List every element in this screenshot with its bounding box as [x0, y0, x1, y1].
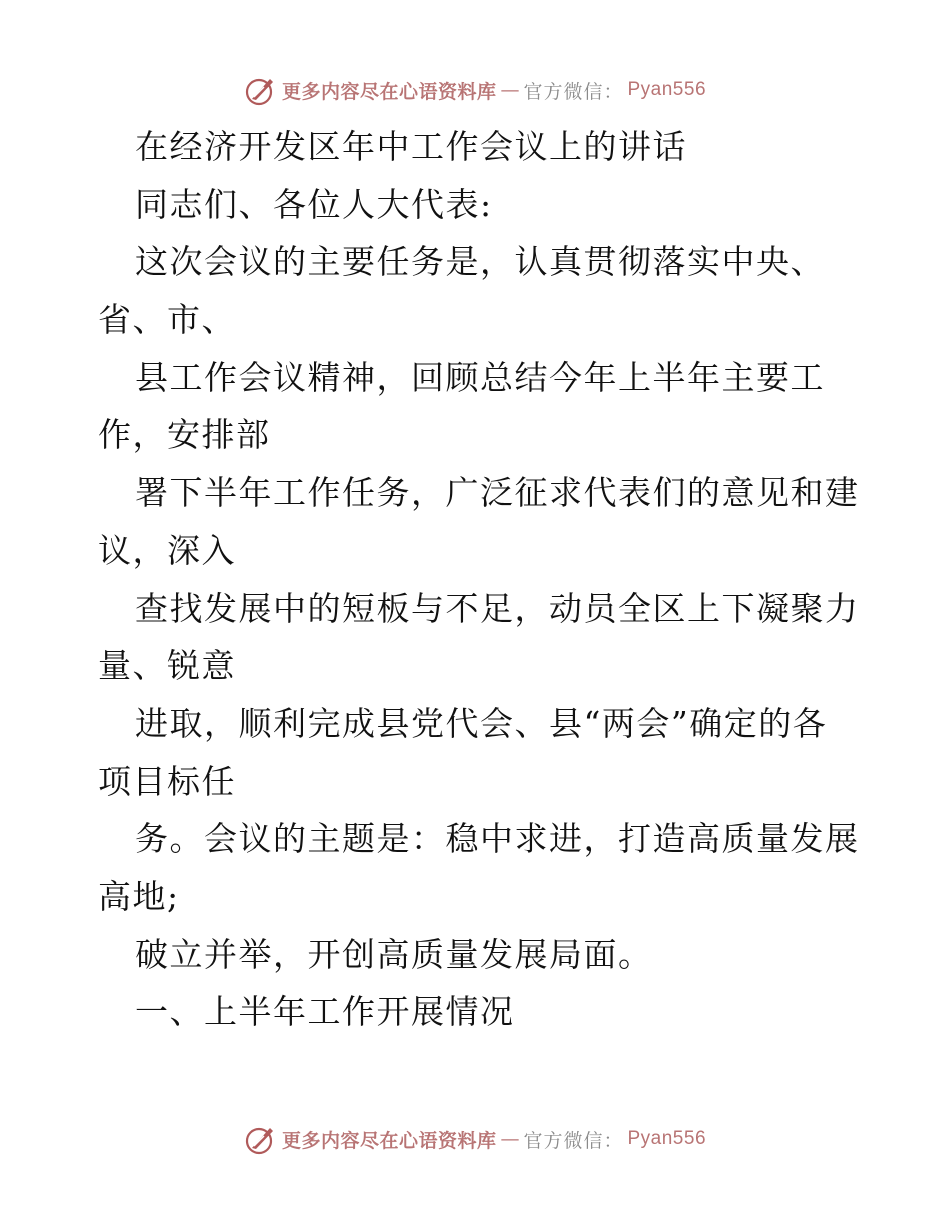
document-line: 署下半年工作任务，广泛征求代表们的意见和建: [135, 473, 860, 513]
document-body: [98, 118, 858, 1041]
banner-site-name: 更多内容尽在心语资料库: [281, 1129, 497, 1152]
banner-official-label: 官方微信：: [523, 1129, 624, 1152]
document-line: 省、市、: [98, 300, 236, 340]
document-line: 县工作会议精神，回顾总结今年上半年主要工: [135, 357, 825, 397]
banner-dash: —: [500, 79, 520, 101]
quill-pen-logo-icon: [244, 1122, 278, 1156]
document-line: 破立并举，开创高质量发展局面。: [135, 934, 653, 974]
quill-pen-logo-icon: [244, 73, 278, 107]
banner-dash: —: [500, 1128, 520, 1150]
section-heading: 一、上半年工作开展情况: [135, 992, 515, 1032]
footer-banner: [0, 1119, 950, 1159]
document-line: 进取，顺利完成县党代会、县“两会”确定的各: [135, 703, 828, 743]
header-banner: [0, 70, 950, 110]
document-line: 量、锐意: [98, 646, 236, 686]
document-line: 查找发展中的短板与不足，动员全区上下凝聚力: [135, 588, 860, 628]
document-title: 在经济开发区年中工作会议上的讲话: [135, 127, 687, 166]
banner-official-label: 官方微信：: [523, 80, 624, 103]
banner-wechat-id: Pyan556: [627, 1128, 707, 1149]
document-line: 高地;: [98, 876, 180, 916]
document-line: 作，安排部: [98, 415, 271, 455]
banner-site-name: 更多内容尽在心语资料库: [281, 80, 497, 103]
document-line: 这次会议的主要任务是，认真贯彻落实中央、: [135, 242, 825, 282]
document-line: 项目标任: [98, 761, 236, 801]
document-line: 务。会议的主题是：稳中求进，打造高质量发展: [135, 819, 860, 859]
document-salutation: 同志们、各位人大代表:: [135, 184, 493, 224]
document-line: 议，深入: [98, 530, 236, 570]
banner-wechat-id: Pyan556: [627, 79, 707, 100]
